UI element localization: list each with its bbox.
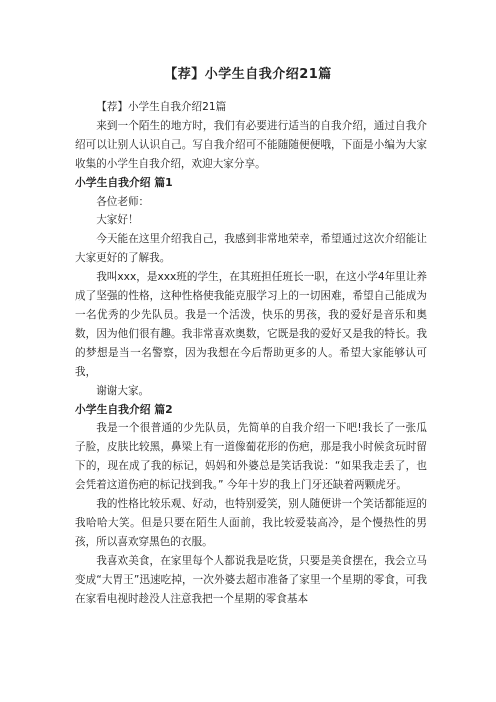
intro-paragraph: 来到一个陌生的地方时，我们有必要进行适当的自我介绍，通过自我介绍可以让别人认识自己。写自我介绍可不能随随便便哦，下面是小编为大家收集的小学生自我介绍，欢迎大家分享。 bbox=[75, 119, 427, 170]
section1-paragraph-1: 今天能在这里介绍我自己，我感到非常地荣幸，希望通过这次介绍能让大家更好的了解我。 bbox=[75, 233, 427, 265]
section2-paragraph-2: 我的性格比较乐观、好动，也特别爱笑，别人随便讲一个笑话都能逗的我哈哈大笑。但是只要在陌生人面前，我比较爱装高冷，是个慢热性的男孩，所以喜欢穿黑色的衣服。 bbox=[75, 498, 427, 548]
section2-paragraph-3: 我喜欢美食，在家里每个人都说我是吃货，只要是美食摆在，我会立马变成“大胃王”迅速吃掉，一次外婆去超市准备了家里一个星期的零食，可我在家看电视时趁没人注意我把一个星期的零食基本 bbox=[75, 554, 427, 605]
section-heading-2: 小学生自我介绍 篇2 bbox=[75, 402, 173, 416]
hello-paragraph: 大家好！ bbox=[96, 214, 139, 227]
subtitle-paragraph: 【荐】小学生自我介绍21篇 bbox=[96, 101, 227, 113]
section-heading-1: 小学生自我介绍 篇1 bbox=[75, 175, 173, 189]
section1-paragraph-2: 我叫xxx，是xxx班的学生，在其班担任班长一职，在这小学4年里让养成了坚强的性格，这种性格使我能克服学习上的一切困难，希望自己能成为一名优秀的少先队员。我是一个活泼，快乐的男孩，我的爱好是音乐和奥数，因为他们很有趣。我非常喜欢奥数，它既是我的爱好又是我的特长。我的梦想是当一名警察，因为我想在今后帮助更多的人。希望大家能够认可我， bbox=[75, 271, 427, 378]
thanks-paragraph: 谢谢大家。 bbox=[96, 384, 150, 397]
greeting-paragraph: 各位老师： bbox=[96, 195, 150, 208]
section2-paragraph-1: 我是一个很普通的少先队员，先简单的自我介绍一下吧!我长了一张瓜子脸，皮肤比较黑，鼻梁上有一道像葡花形的伤疤，那是我小时候贪玩时留下的，现在成了我的标记，妈妈和外婆总是笑话我说：“如果我走丢了，也会凭着这道伤疤的标记找到我。” 今年十岁的我上门牙还缺着两颗虎牙。 bbox=[75, 422, 427, 492]
document-body bbox=[75, 98, 427, 608]
page-title: 【荐】小学生自我介绍21篇 bbox=[164, 67, 332, 82]
